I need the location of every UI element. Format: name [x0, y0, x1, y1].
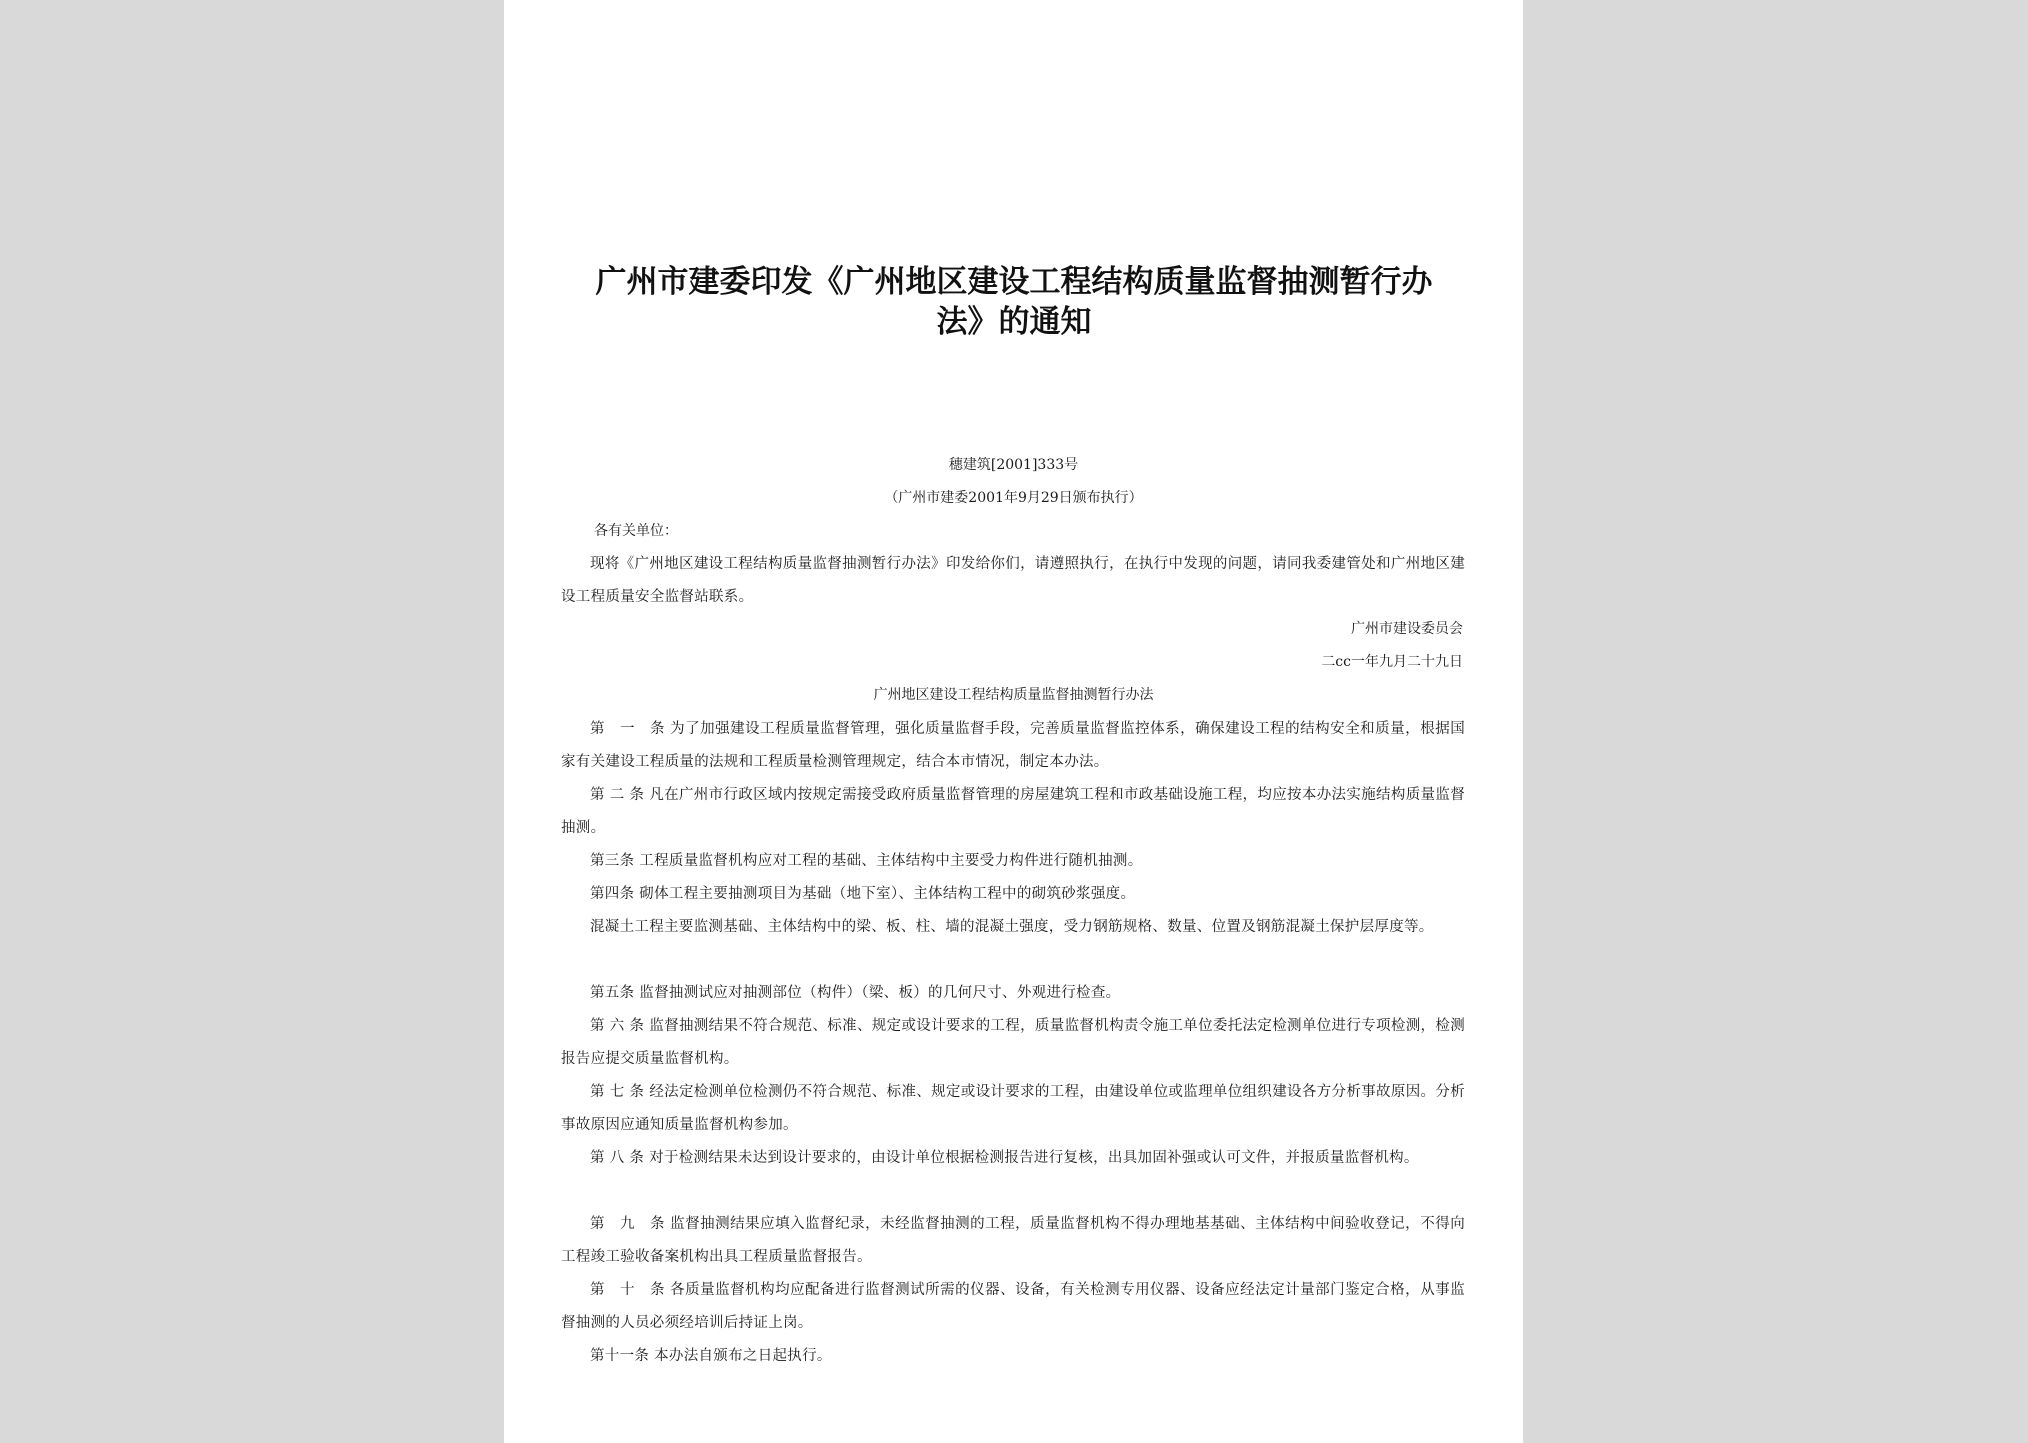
article-7: 第 七 条 经法定检测单位检测仍不符合规范、标准、规定或设计要求的工程，由建设单位或监理单位组织建设各方分析事故原因。分析事故原因应通知质量监督机构参加。: [561, 1084, 1465, 1133]
article-3: 第三条 工程质量监督机构应对工程的基础、主体结构中主要受力构件进行随机抽测。: [590, 853, 1143, 869]
document-page: [504, 0, 1523, 1443]
article-5: 第五条 监督抽测试应对抽测部位（构件）（梁、板）的几何尺寸、外观进行检查。: [590, 985, 1121, 1001]
article-11: 第十一条 本办法自颁布之日起执行。: [590, 1348, 832, 1364]
document-title: 广州市建委印发《广州地区建设工程结构质量监督抽测暂行办法》的通知: [595, 264, 1433, 340]
document-number: 穗建筑[2001]333号: [948, 457, 1079, 473]
article-4: 第四条 砌体工程主要抽测项目为基础（地下室）、主体结构工程中的砌筑砂浆强度。: [590, 886, 1136, 902]
notice-body: 现将《广州地区建设工程结构质量监督抽测暂行办法》印发给你们，请遵照执行，在执行中发现的问题，请同我委建管处和广州地区建设工程质量安全监督站联系。: [561, 556, 1465, 605]
measures-title: 广州地区建设工程结构质量监督抽测暂行办法: [873, 687, 1154, 703]
article-8: 第 八 条 对于检测结果未达到设计要求的，由设计单位根据检测报告进行复核，出具加固补强或认可文件，并报质量监督机构。: [590, 1150, 1419, 1166]
article-6: 第 六 条 监督抽测结果不符合规范、标准、规定或设计要求的工程，质量监督机构责令施工单位委托法定检测单位进行专项检测，检测报告应提交质量监督机构。: [561, 1018, 1465, 1067]
article-4-paragraph-2: 混凝土工程主要监测基础、主体结构中的梁、板、柱、墙的混凝土强度，受力钢筋规格、数量、位置及钢筋混凝土保护层厚度等。: [590, 919, 1434, 935]
article-10: 第 十 条 各质量监督机构均应配备进行监督测试所需的仪器、设备，有关检测专用仪器、设备应经法定计量部门鉴定合格，从事监督抽测的人员必须经培训后持证上岗。: [561, 1282, 1465, 1331]
article-2: 第 二 条 凡在广州市行政区域内按规定需接受政府质量监督管理的房屋建筑工程和市政基础设施工程，均应按本办法实施结构质量监督抽测。: [561, 787, 1465, 836]
issuer-signature: 广州市建设委员会: [1351, 621, 1463, 637]
article-1: 第 一 条 为了加强建设工程质量监督管理，强化质量监督手段，完善质量监督监控体系，确保建设工程的结构安全和质量，根据国家有关建设工程质量的法规和工程质量检测管理规定，结合本市情况，制定本办法。: [561, 721, 1465, 770]
issue-date: 二cc一年九月二十九日: [1321, 654, 1463, 670]
addressee: 各有关单位：: [594, 523, 678, 539]
promulgation-note: （广州市建委2001年9月29日颁布执行）: [884, 490, 1143, 506]
article-9: 第 九 条 监督抽测结果应填入监督纪录，未经监督抽测的工程，质量监督机构不得办理地基基础、主体结构中间验收登记，不得向工程竣工验收备案机构出具工程质量监督报告。: [561, 1216, 1465, 1265]
